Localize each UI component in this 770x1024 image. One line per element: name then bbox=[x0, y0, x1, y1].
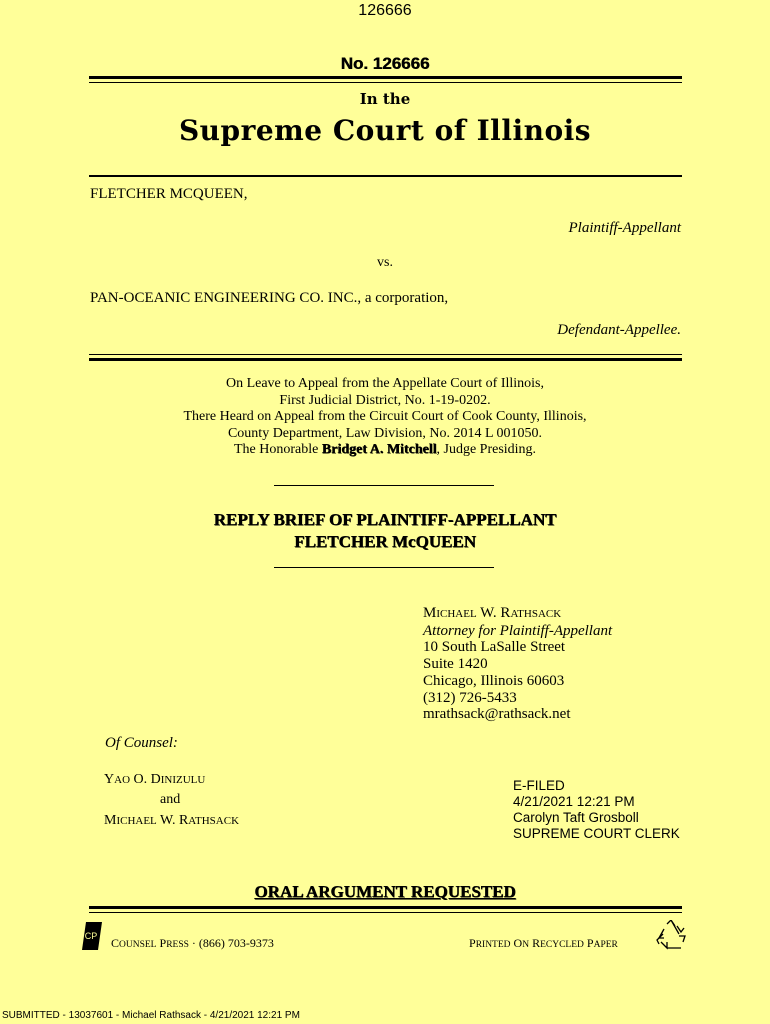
attorney-address1: 10 South LaSalle Street bbox=[423, 639, 566, 656]
court-rule bbox=[89, 175, 682, 177]
counsel2-name: MICHAEL W. RATHSACK bbox=[104, 813, 240, 828]
middle-double-rule-thin bbox=[89, 354, 682, 355]
efiled-line1: E-FILED bbox=[513, 778, 565, 793]
attorney-title: Attorney for Plaintiff-Appellant bbox=[423, 622, 613, 639]
top-case-number: 126666 bbox=[358, 2, 412, 19]
brief-title-line2: FLETCHER McQUEEN bbox=[294, 532, 476, 551]
judge-prefix: The Honorable bbox=[233, 442, 322, 457]
counsel1-name: YAO O. DINIZULU bbox=[104, 772, 206, 787]
in-the-heading: In the bbox=[359, 90, 411, 108]
attorney-name: MICHAEL W. RATHSACK bbox=[423, 605, 562, 621]
judge-suffix: , Judge Presiding. bbox=[436, 442, 537, 457]
attorney-address2: Suite 1420 bbox=[423, 656, 488, 673]
attorney-city: Chicago, Illinois 60603 bbox=[423, 672, 565, 689]
appeal-line: On Leave to Appeal from the Appellate Court of Illinois, bbox=[225, 376, 545, 391]
of-counsel-label: Of Counsel: bbox=[105, 735, 178, 751]
printed-recycled-text: PRINTED ON RECYCLED PAPER bbox=[469, 936, 618, 950]
oral-argument-requested: ORAL ARGUMENT REQUESTED bbox=[254, 882, 516, 901]
counsel-press-text: COUNSEL PRESS · (866) 703-9373 bbox=[111, 936, 274, 950]
efiled-stamp bbox=[513, 778, 680, 842]
appeal-line: First Judicial District, No. 1-19-0202. bbox=[279, 392, 491, 408]
judge-line bbox=[0, 442, 770, 459]
efiled-line2: 4/21/2021 12:21 PM bbox=[513, 794, 635, 809]
counsel-and: and bbox=[160, 792, 181, 807]
brief-title bbox=[0, 509, 770, 553]
versus-label: vs. bbox=[377, 255, 393, 270]
logo-text: CP bbox=[84, 931, 98, 941]
bottom-double-rule-thin bbox=[89, 912, 682, 913]
short-rule-top bbox=[274, 485, 494, 486]
recycle-icon bbox=[655, 920, 687, 950]
efiled-line3: Carolyn Taft Grosboll bbox=[513, 810, 639, 825]
efiled-line4: SUPREME COURT CLERK bbox=[513, 826, 680, 841]
bottom-double-rule-thick bbox=[89, 906, 682, 909]
party1-role: Plaintiff-Appellant bbox=[568, 220, 681, 236]
party2-name: PAN-OCEANIC ENGINEERING CO. INC., a corporation, bbox=[90, 290, 449, 306]
appeal-line: There Heard on Appeal from the Circuit Court of Cook County, Illinois, bbox=[183, 409, 587, 424]
judge-name: Bridget A. Mitchell bbox=[321, 442, 437, 457]
appeal-line: County Department, Law Division, No. 2014 L 001050. bbox=[227, 425, 543, 441]
appeal-block bbox=[0, 376, 770, 459]
middle-double-rule-thick bbox=[89, 358, 682, 361]
top-double-rule-thin bbox=[89, 82, 682, 83]
attorney-email: mrathsack@rathsack.net bbox=[423, 706, 571, 723]
short-rule-bottom bbox=[274, 567, 494, 568]
top-double-rule-thick bbox=[89, 76, 682, 79]
court-name: Supreme Court of Illinois bbox=[178, 114, 592, 147]
party2-role: Defendant-Appellee. bbox=[557, 322, 681, 338]
counsel-press-logo-icon bbox=[82, 922, 102, 950]
party1-name: FLETCHER MCQUEEN, bbox=[90, 186, 248, 202]
attorney-phone: (312) 726-5433 bbox=[423, 689, 517, 706]
brief-title-line1: REPLY BRIEF OF PLAINTIFF-APPELLANT bbox=[213, 510, 557, 529]
attorney-block bbox=[423, 605, 612, 723]
submitted-stamp: SUBMITTED - 13037601 - Michael Rathsack - 4/21/2021 12:21 PM bbox=[2, 1010, 300, 1021]
case-number: No. 126666 bbox=[340, 54, 430, 73]
